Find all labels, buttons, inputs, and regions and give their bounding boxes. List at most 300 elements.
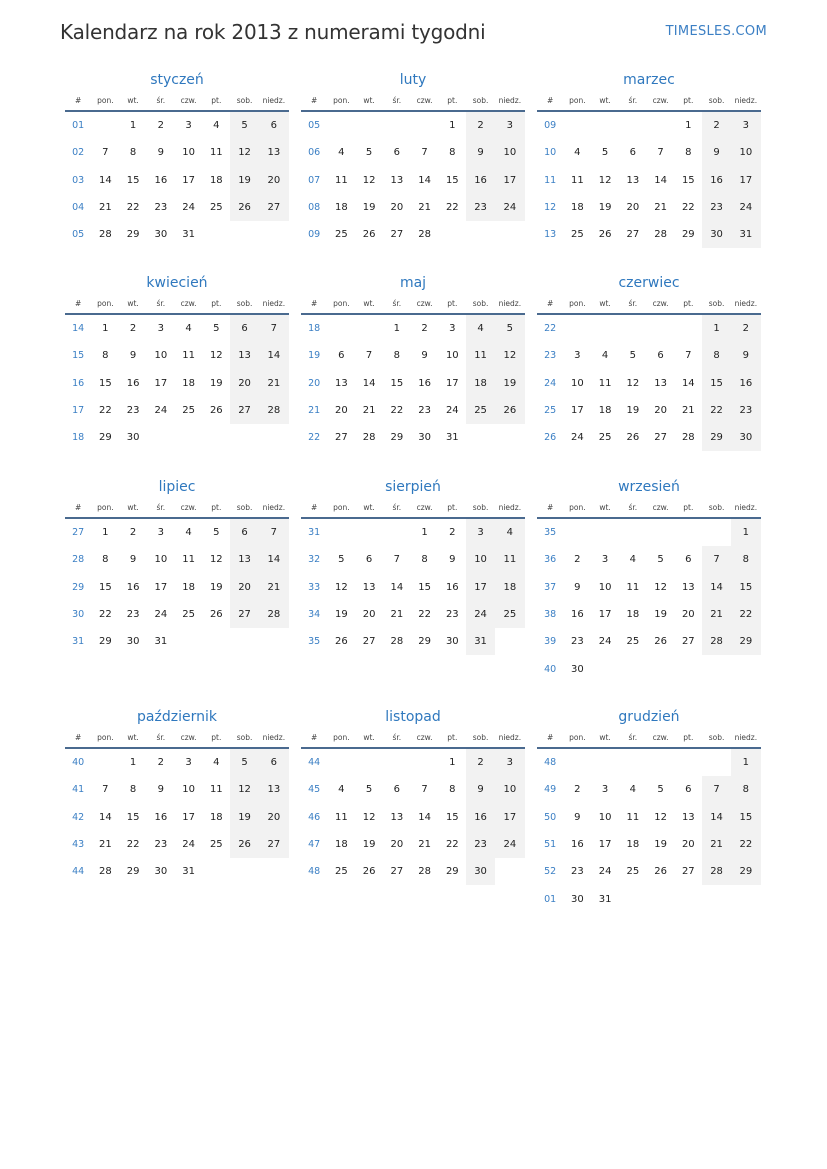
empty-day [647,655,674,682]
empty-day [591,518,618,546]
week-number-header: # [537,293,563,314]
day-cell: 14 [702,574,730,601]
month-11 [537,707,761,913]
empty-day [438,221,466,248]
day-cell: 24 [598,636,612,648]
empty-day [495,628,525,655]
day-cell: 20 [334,405,348,417]
day-cell: 16 [154,811,168,823]
week-row [537,194,761,221]
week-row [65,424,289,451]
weekday-header: pon. [91,90,119,111]
weekday-header: śr. [619,293,647,314]
month-table [537,727,761,913]
week-number: 34 [308,609,321,621]
day-cell: 28 [702,628,730,655]
day-cell: 17 [570,405,584,417]
week-row [65,314,289,342]
day-cell: 10 [570,377,584,389]
weekday-header: pt. [202,727,230,748]
day-cell: 9 [466,139,494,166]
day-cell: 26 [209,405,223,417]
day-cell: 3 [449,323,456,335]
weekday-header: niedz. [495,90,525,111]
empty-day [495,858,525,885]
day-cell: 29 [126,229,140,241]
empty-day [563,748,591,776]
weekday-header: niedz. [731,293,761,314]
day-cell: 18 [334,202,348,214]
weekday-header: wt. [355,497,382,518]
day-cell: 6 [657,350,664,362]
week-number: 22 [308,432,321,444]
week-number: 16 [72,377,85,389]
day-cell: 17 [182,811,195,823]
week-row [537,221,761,248]
weekday-header-row [537,293,761,314]
week-number: 05 [308,120,321,132]
weekday-header: sob. [702,293,730,314]
weekday-header: czw. [647,727,674,748]
week-row [301,546,525,573]
day-cell: 31 [731,221,761,248]
weekday-header: czw. [411,497,438,518]
day-cell: 28 [259,601,289,628]
weekday-header: sob. [466,497,494,518]
weekday-header: czw. [647,90,674,111]
day-cell: 17 [182,174,195,186]
day-cell: 18 [466,370,494,397]
week-number: 26 [544,432,557,444]
month-name: maj [399,275,427,291]
day-cell: 4 [495,518,525,546]
week-number-header: # [65,293,91,314]
day-cell: 25 [466,397,494,424]
day-cell: 5 [657,554,664,566]
empty-day [591,655,618,682]
empty-day [702,748,730,776]
day-cell: 31 [466,628,494,655]
day-cell: 11 [598,377,612,389]
week-row [65,601,289,628]
day-cell: 3 [731,111,761,139]
day-cell: 24 [466,601,494,628]
week-row [301,167,525,194]
day-cell: 10 [154,554,168,566]
day-cell: 17 [598,839,612,851]
week-number: 28 [72,554,85,566]
day-cell: 25 [334,866,348,878]
day-cell: 15 [390,377,404,389]
week-number-header: # [301,497,327,518]
weekday-header: sob. [466,293,494,314]
month-name: lipiec [158,479,196,495]
weekday-header: niedz. [731,497,761,518]
empty-day [563,111,591,139]
month-6 [65,477,289,655]
day-cell: 26 [654,636,667,648]
weekday-header: sob. [230,497,258,518]
weekday-header: pt. [674,497,702,518]
weekday-header: pon. [91,293,119,314]
week-number: 05 [72,229,85,241]
day-cell: 9 [466,776,494,803]
empty-day [647,748,674,776]
day-cell: 12 [654,811,667,823]
week-number: 31 [72,636,85,648]
day-cell: 30 [154,866,168,878]
day-cell: 3 [495,748,525,776]
day-cell: 23 [418,405,431,417]
weekday-header: pon. [91,497,119,518]
day-cell: 16 [570,609,584,621]
week-number: 10 [544,147,557,159]
weekday-header-row [301,90,525,111]
day-cell: 4 [185,527,192,539]
day-cell: 15 [445,811,459,823]
day-cell: 20 [626,202,640,214]
week-number: 17 [72,405,85,417]
day-cell: 5 [365,784,373,796]
weekday-header: niedz. [259,497,289,518]
day-cell: 14 [259,546,289,573]
week-number: 07 [308,174,321,186]
week-number: 06 [308,147,321,159]
day-cell: 26 [598,229,612,241]
week-number: 31 [308,527,321,539]
weekday-header: niedz. [495,293,525,314]
day-cell: 12 [495,342,525,369]
week-number: 38 [544,609,557,621]
day-cell: 21 [390,609,404,621]
day-cell: 25 [495,601,525,628]
day-cell: 4 [574,147,581,159]
week-row [65,221,289,248]
week-row [301,858,525,885]
day-cell: 19 [626,405,640,417]
day-cell: 5 [230,748,258,776]
day-cell: 23 [731,397,761,424]
week-number: 01 [544,893,557,905]
day-cell: 15 [731,804,761,831]
day-cell: 26 [209,609,223,621]
day-cell: 28 [681,432,695,444]
day-cell: 4 [185,323,192,335]
week-row [301,139,525,166]
weekday-header: śr. [619,90,647,111]
day-cell: 28 [654,229,667,241]
day-cell: 16 [418,377,431,389]
week-row [65,342,289,369]
day-cell: 2 [157,120,165,132]
month-name: czerwiec [618,275,680,291]
day-cell: 13 [230,342,258,369]
day-cell: 8 [129,147,137,159]
day-cell: 8 [421,554,428,566]
weekday-header: pt. [202,293,230,314]
day-cell: 9 [731,342,761,369]
day-cell: 4 [213,757,220,769]
week-number: 48 [308,866,321,878]
empty-day [731,885,761,912]
day-cell: 1 [129,120,137,132]
month-table [65,293,289,451]
day-cell: 20 [230,574,258,601]
week-number: 01 [72,120,85,132]
weekday-header-row [65,293,289,314]
week-number: 41 [72,784,85,796]
weekday-header: pt. [674,727,702,748]
day-cell: 21 [681,405,695,417]
week-row [537,831,761,858]
day-cell: 14 [418,811,431,823]
week-number: 21 [308,405,321,417]
day-cell: 19 [209,581,223,593]
day-cell: 15 [126,811,140,823]
weekday-header: niedz. [495,497,525,518]
day-cell: 6 [365,554,373,566]
weekday-header: sob. [230,727,258,748]
day-cell: 7 [685,350,692,362]
day-cell: 10 [466,546,494,573]
week-number-header: # [537,497,563,518]
week-row [537,424,761,451]
day-cell: 18 [570,202,584,214]
day-cell: 25 [182,405,195,417]
week-number: 22 [544,323,557,335]
weekday-header: wt. [355,727,382,748]
day-cell: 26 [362,229,376,241]
day-cell: 26 [626,432,640,444]
day-cell: 18 [626,609,640,621]
day-cell: 16 [466,167,494,194]
month-table [65,90,289,248]
empty-day [355,748,382,776]
week-row [537,748,761,776]
empty-day [563,314,591,342]
weekday-header: pt. [438,727,466,748]
weekday-header: pt. [674,293,702,314]
week-number: 42 [72,811,85,823]
day-cell: 14 [418,174,431,186]
month-3 [65,273,289,451]
empty-day [259,628,289,655]
empty-day [327,111,355,139]
day-cell: 15 [98,581,112,593]
weekday-header: śr. [383,497,411,518]
day-cell: 21 [98,202,112,214]
day-cell: 4 [629,554,637,566]
week-row [65,831,289,858]
empty-day [674,748,702,776]
brand-link[interactable]: TIMESLES.COM [665,24,767,39]
day-cell: 3 [157,527,165,539]
weekday-header: pon. [563,727,591,748]
day-cell: 29 [390,432,404,444]
day-cell: 7 [365,350,373,362]
week-row [301,194,525,221]
day-cell: 10 [495,139,525,166]
day-cell: 16 [126,377,140,389]
day-cell: 2 [731,314,761,342]
week-row [301,518,525,546]
weekday-header: pt. [674,90,702,111]
day-cell: 20 [259,167,289,194]
weekday-header-row [65,497,289,518]
empty-day [175,424,202,451]
day-cell: 27 [230,601,258,628]
day-cell: 20 [654,405,667,417]
week-row [537,655,761,682]
empty-day [230,628,258,655]
day-cell: 23 [702,194,730,221]
day-cell: 14 [362,377,376,389]
weekday-header: wt. [119,497,146,518]
day-cell: 17 [495,167,525,194]
day-cell: 7 [102,147,109,159]
week-number: 39 [544,636,557,648]
day-cell: 11 [570,174,584,186]
day-cell: 5 [213,527,220,539]
month-table [65,727,289,885]
week-number: 44 [72,866,85,878]
week-row [65,748,289,776]
day-cell: 10 [495,776,525,803]
empty-day [674,518,702,546]
day-cell: 7 [259,518,289,546]
weekday-header: śr. [383,727,411,748]
week-row [301,111,525,139]
day-cell: 18 [209,174,223,186]
weekday-header: śr. [147,90,175,111]
weekday-header: niedz. [731,727,761,748]
day-cell: 3 [601,784,609,796]
week-number: 08 [308,202,321,214]
day-cell: 28 [418,866,431,878]
week-row [301,748,525,776]
weekday-header: pon. [563,293,591,314]
day-cell: 2 [702,111,730,139]
day-cell: 13 [626,174,640,186]
empty-day [202,858,230,885]
day-cell: 6 [259,748,289,776]
day-cell: 27 [390,866,404,878]
day-cell: 30 [466,858,494,885]
day-cell: 3 [185,120,192,132]
week-row [537,370,761,397]
weekday-header: niedz. [731,90,761,111]
day-cell: 4 [466,314,494,342]
empty-day [591,748,618,776]
week-number: 32 [308,554,321,566]
month-table [537,90,761,248]
day-cell: 12 [230,776,258,803]
week-number: 19 [308,350,321,362]
empty-day [466,424,494,451]
week-number: 03 [72,174,85,186]
week-row [65,858,289,885]
weekday-header: sob. [230,293,258,314]
weekday-header-row [537,497,761,518]
week-number-header: # [301,293,327,314]
day-cell: 7 [393,554,401,566]
day-cell: 22 [98,405,112,417]
empty-day [355,111,382,139]
day-cell: 8 [102,350,109,362]
day-cell: 31 [598,893,612,905]
empty-day [731,655,761,682]
month-table [65,497,289,655]
week-row [301,628,525,655]
week-number: 48 [544,757,557,769]
month-name: styczeń [150,72,204,88]
day-cell: 18 [182,581,195,593]
day-cell: 26 [495,397,525,424]
weekday-header-row [537,727,761,748]
month-name: marzec [623,72,675,88]
day-cell: 23 [445,609,459,621]
day-cell: 5 [230,111,258,139]
day-cell: 30 [570,663,584,675]
day-cell: 29 [418,636,431,648]
weekday-header: czw. [647,293,674,314]
week-row [65,574,289,601]
day-cell: 15 [445,174,459,186]
empty-day [327,518,355,546]
day-cell: 1 [449,757,456,769]
day-cell: 25 [209,202,223,214]
day-cell: 27 [390,229,404,241]
day-cell: 3 [495,111,525,139]
day-cell: 5 [601,147,609,159]
day-cell: 19 [495,370,525,397]
week-number: 12 [544,202,557,214]
month-5 [537,273,761,451]
day-cell: 24 [570,432,584,444]
day-cell: 4 [629,784,637,796]
empty-day [230,424,258,451]
day-cell: 17 [598,609,612,621]
weekday-header: pon. [91,727,119,748]
month-name: luty [399,72,427,88]
day-cell: 30 [731,424,761,451]
day-cell: 11 [626,581,640,593]
day-cell: 8 [731,546,761,573]
day-cell: 22 [702,397,730,424]
week-row [301,397,525,424]
weekday-header: wt. [591,90,618,111]
month-4 [301,273,525,451]
day-cell: 19 [654,609,667,621]
week-row [537,546,761,573]
week-number: 13 [544,229,557,241]
day-cell: 29 [702,424,730,451]
day-cell: 29 [681,229,695,241]
day-cell: 26 [362,866,376,878]
week-number: 40 [544,663,557,675]
week-row [537,628,761,655]
weekday-header: śr. [383,293,411,314]
empty-day [702,885,730,912]
empty-day [647,314,674,342]
day-cell: 11 [209,147,223,159]
day-cell: 7 [102,784,109,796]
week-row [65,628,289,655]
month-table [301,293,525,451]
day-cell: 23 [126,405,140,417]
day-cell: 25 [182,609,195,621]
week-row [301,776,525,803]
